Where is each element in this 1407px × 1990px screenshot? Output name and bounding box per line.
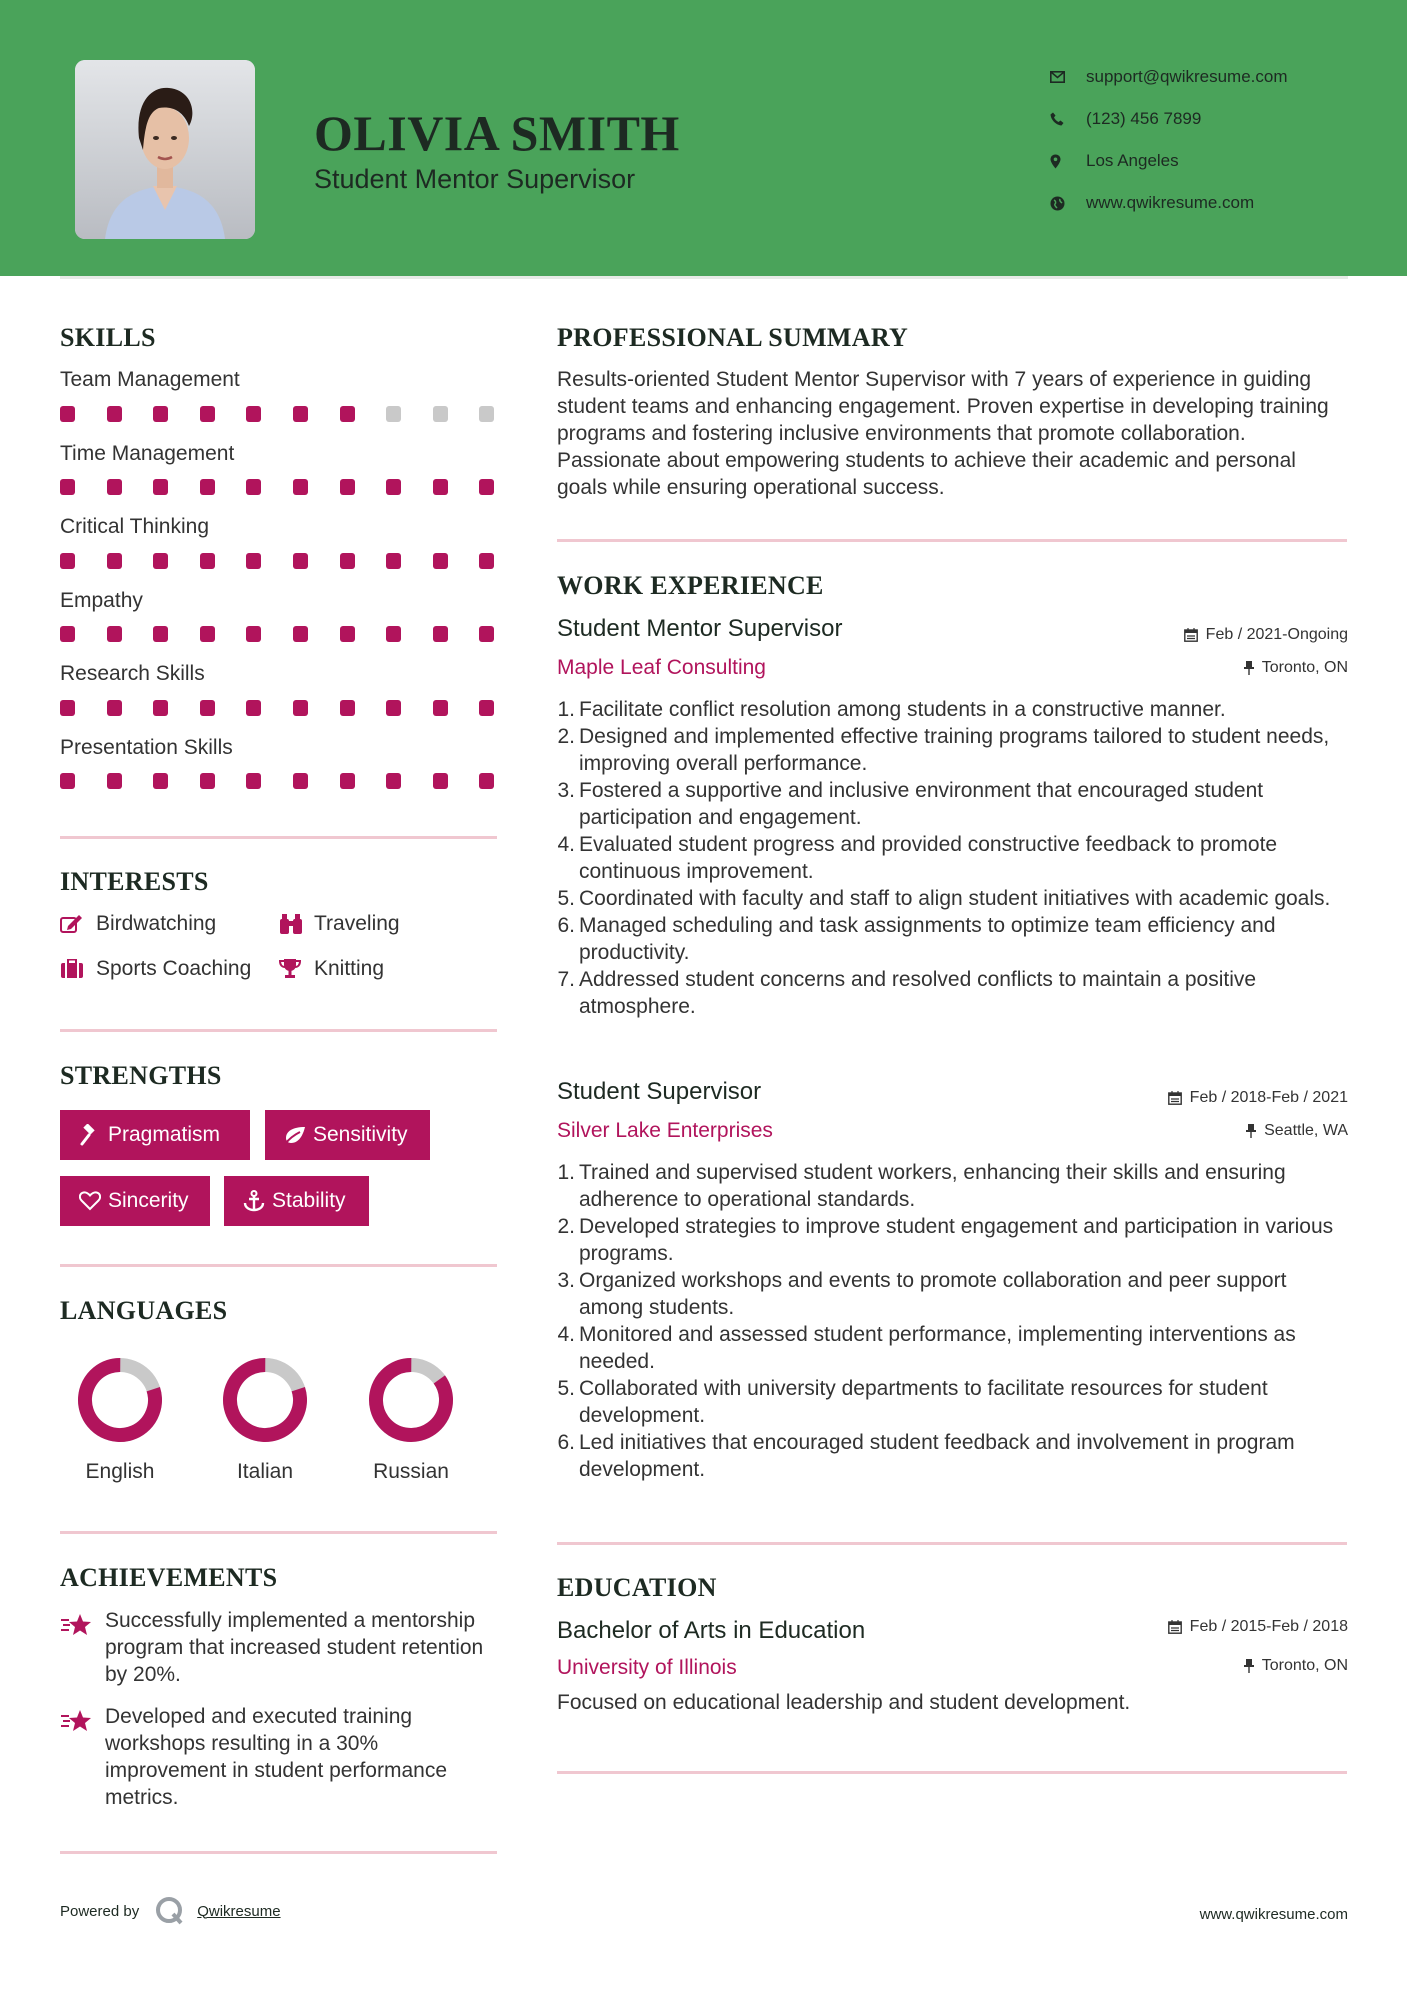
job-company: Maple Leaf Consulting xyxy=(557,656,766,679)
contact-website[interactable]: www.qwikresume.com xyxy=(1050,182,1288,224)
skill-dot xyxy=(60,700,75,716)
skill-dot xyxy=(200,553,215,569)
language-donut xyxy=(366,1355,456,1445)
skill-dot xyxy=(60,553,75,569)
achievement-item: Successfully implemented a mentorship program that increased student retention by 20%. xyxy=(60,1607,500,1688)
skill-dot xyxy=(200,773,215,789)
education-school: University of Illinois xyxy=(557,1656,737,1679)
skill-dot xyxy=(433,773,448,789)
achievements-heading: ACHIEVEMENTS xyxy=(60,1563,278,1592)
skill-dot xyxy=(293,700,308,716)
skill-dot xyxy=(246,700,261,716)
section-divider xyxy=(60,1264,497,1267)
star-icon xyxy=(60,1709,92,1738)
skill-dot xyxy=(479,626,494,642)
calendar-icon xyxy=(1168,1091,1182,1105)
skill-dot xyxy=(107,626,122,642)
skill-dot xyxy=(60,626,75,642)
skill-dot xyxy=(293,773,308,789)
skill-dot xyxy=(479,479,494,495)
globe-icon xyxy=(1050,196,1086,211)
language-donut-fill xyxy=(221,1356,309,1444)
skill-name: Empathy xyxy=(60,589,143,612)
envelope-icon xyxy=(1050,71,1086,83)
interest-item: Traveling xyxy=(278,912,400,936)
skill-dot xyxy=(479,553,494,569)
section-divider xyxy=(60,836,497,839)
skill-dot xyxy=(200,626,215,642)
skill-name: Critical Thinking xyxy=(60,515,209,538)
skill-dot xyxy=(107,773,122,789)
language-label: Russian xyxy=(373,1460,449,1483)
skill-dot xyxy=(153,553,168,569)
achievement-item: Developed and executed training workshops resulting in a 30% improvement in student performance metrics. xyxy=(60,1703,500,1811)
education-date: Feb / 2015-Feb / 2018 xyxy=(1168,1618,1348,1636)
trophy-icon xyxy=(278,958,314,980)
section-divider xyxy=(557,1771,1347,1774)
skill-dot xyxy=(153,406,168,422)
calendar-icon xyxy=(1168,1620,1182,1634)
skill-dot xyxy=(340,626,355,642)
gavel-icon xyxy=(72,1124,108,1146)
skill-dot xyxy=(479,700,494,716)
job-title: Student Supervisor xyxy=(557,1078,762,1105)
skill-dot xyxy=(60,406,75,422)
job-company: Silver Lake Enterprises xyxy=(557,1119,773,1142)
skill-dot xyxy=(153,626,168,642)
list-item: 4. Monitored and assessed student performance, implementing interventions as needed. xyxy=(557,1323,1296,1373)
anchor-icon xyxy=(236,1190,272,1212)
skill-dot xyxy=(386,700,401,716)
skill-dot xyxy=(200,406,215,422)
list-item: 6. Led initiatives that encouraged student feedback and involvement in program development. xyxy=(557,1431,1295,1481)
language-donut xyxy=(220,1355,310,1445)
skill-dot xyxy=(246,479,261,495)
candidate-title: Student Mentor Supervisor xyxy=(314,164,636,194)
skill-dot xyxy=(293,406,308,422)
candidate-name: OLIVIA SMITH xyxy=(314,105,680,161)
section-divider xyxy=(60,1029,497,1032)
language-donut-fill xyxy=(366,1355,456,1445)
briefcase-icon xyxy=(60,959,96,979)
skill-dot xyxy=(60,773,75,789)
list-item: 1. Facilitate conflict resolution among students in a constructive manner. xyxy=(557,698,1226,721)
skill-dot xyxy=(340,773,355,789)
pin-icon xyxy=(1244,1659,1254,1673)
qwikresume-logo-icon xyxy=(155,1896,185,1926)
strength-tag: Pragmatism xyxy=(60,1110,250,1160)
section-divider xyxy=(60,1531,497,1534)
skill-dot xyxy=(107,479,122,495)
contact-list xyxy=(1050,56,1288,224)
heart-icon xyxy=(72,1191,108,1211)
list-item: 2. Designed and implemented effective training programs tailored to student needs, improving overall performance. xyxy=(557,725,1330,775)
skill-dot xyxy=(433,406,448,422)
skill-rating xyxy=(60,700,500,716)
skill-dot xyxy=(246,406,261,422)
skill-rating xyxy=(60,553,500,569)
job-date: Feb / 2021-Ongoing xyxy=(1184,626,1348,644)
language-donut xyxy=(75,1355,165,1445)
skill-dot xyxy=(153,479,168,495)
job-bullets xyxy=(557,696,1347,1020)
strengths-heading: STRENGTHS xyxy=(60,1061,222,1090)
leaf-icon xyxy=(277,1125,313,1145)
skill-dot xyxy=(386,406,401,422)
skill-dot xyxy=(479,773,494,789)
skill-dot xyxy=(60,479,75,495)
pin-icon xyxy=(1246,1124,1256,1138)
summary-text: Results-oriented Student Mentor Supervisor with 7 years of experience in guiding student teams and enhancing engagement. Proven expertise in developing training programs and fostering inclusive environments that promote collaboration. Passionate about empowering students to achieve their academic and personal goals while ensuring operational success. xyxy=(557,368,1329,499)
strength-tag: Sincerity xyxy=(60,1176,210,1226)
interest-item: Knitting xyxy=(278,957,384,981)
skill-dot xyxy=(153,700,168,716)
skill-dot xyxy=(340,700,355,716)
interest-item: Birdwatching xyxy=(60,912,216,936)
skill-rating xyxy=(60,626,500,642)
profile-photo xyxy=(75,60,255,239)
interest-item: Sports Coaching xyxy=(60,957,251,981)
education-degree: Bachelor of Arts in Education xyxy=(557,1617,866,1644)
header-divider xyxy=(60,276,1348,279)
contact-email[interactable]: support@qwikresume.com xyxy=(1050,56,1288,98)
skill-dot xyxy=(386,773,401,789)
skill-dot xyxy=(246,626,261,642)
skill-dot xyxy=(340,553,355,569)
summary-heading: PROFESSIONAL SUMMARY xyxy=(557,323,909,352)
skill-name: Time Management xyxy=(60,442,235,465)
language-donut-fill xyxy=(76,1356,164,1444)
job-location: Toronto, ON xyxy=(1244,659,1348,677)
footer-powered-by: Powered by Qwikresume xyxy=(60,1896,281,1926)
skill-name: Presentation Skills xyxy=(60,736,233,759)
skill-dot xyxy=(246,773,261,789)
list-item: 6. Managed scheduling and task assignments to optimize team efficiency and productivity. xyxy=(557,914,1276,964)
skill-name: Research Skills xyxy=(60,662,205,685)
job-bullets xyxy=(557,1159,1347,1483)
job-date: Feb / 2018-Feb / 2021 xyxy=(1168,1089,1348,1107)
skill-dot xyxy=(340,479,355,495)
skill-dot xyxy=(433,626,448,642)
list-item: 2. Developed strategies to improve student engagement and participation in various programs. xyxy=(557,1215,1334,1265)
skill-dot xyxy=(107,406,122,422)
skill-dot xyxy=(200,479,215,495)
skill-dot xyxy=(153,773,168,789)
header-banner xyxy=(0,0,1407,276)
contact-phone[interactable]: (123) 456 7899 xyxy=(1050,98,1288,140)
skill-dot xyxy=(433,700,448,716)
skill-rating xyxy=(60,773,500,789)
skill-dot xyxy=(386,626,401,642)
list-item: 3. Fostered a supportive and inclusive environment that encouraged student participation and engagement. xyxy=(557,779,1264,829)
skills-heading: SKILLS xyxy=(60,323,156,352)
list-item: 5. Coordinated with faculty and staff to align student initiatives with academic goals. xyxy=(557,887,1331,910)
skill-dot xyxy=(293,553,308,569)
skill-dot xyxy=(433,553,448,569)
section-divider xyxy=(557,539,1347,542)
skill-dot xyxy=(479,406,494,422)
language-label: Italian xyxy=(236,1460,294,1483)
strength-tag: Stability xyxy=(224,1176,369,1226)
list-item: 3. Organized workshops and events to promote collaboration and peer support among students. xyxy=(557,1269,1287,1319)
star-icon xyxy=(60,1613,92,1642)
skill-dot xyxy=(386,479,401,495)
list-item: 1. Trained and supervised student workers, enhancing their skills and ensuring adherence to operational standards. xyxy=(557,1161,1286,1211)
section-divider xyxy=(557,1542,1347,1545)
interests-heading: INTERESTS xyxy=(60,867,209,896)
language-label: English xyxy=(85,1460,155,1483)
job-location: Seattle, WA xyxy=(1246,1122,1348,1140)
skill-dot xyxy=(107,700,122,716)
education-description: Focused on educational leadership and student development. xyxy=(557,1691,1131,1714)
skill-name: Team Management xyxy=(60,368,240,391)
skill-rating xyxy=(60,406,500,422)
skill-dot xyxy=(433,479,448,495)
education-location: Toronto, ON xyxy=(1244,1657,1348,1675)
job-title: Student Mentor Supervisor xyxy=(557,615,843,642)
list-item: 5. Collaborated with university departments to facilitate resources for student development. xyxy=(557,1377,1268,1427)
section-divider xyxy=(60,1851,497,1854)
binoculars-icon xyxy=(278,913,314,935)
languages-heading: LANGUAGES xyxy=(60,1296,228,1325)
footer-website[interactable]: www.qwikresume.com xyxy=(1199,1906,1348,1923)
qwikresume-link[interactable]: Qwikresume xyxy=(197,1902,281,1920)
calendar-icon xyxy=(1184,628,1198,642)
skill-dot xyxy=(293,626,308,642)
skill-dot xyxy=(200,700,215,716)
skill-dot xyxy=(340,406,355,422)
phone-icon xyxy=(1050,112,1086,126)
skill-dot xyxy=(293,479,308,495)
list-item: 4. Evaluated student progress and provided constructive feedback to promote continuous improvement. xyxy=(557,833,1278,883)
map-marker-icon xyxy=(1050,154,1086,169)
skill-dot xyxy=(386,553,401,569)
strength-tag: Sensitivity xyxy=(265,1110,430,1160)
contact-location: Los Angeles xyxy=(1050,140,1288,182)
education-heading: EDUCATION xyxy=(557,1573,717,1602)
skill-rating xyxy=(60,479,500,495)
experience-heading: WORK EXPERIENCE xyxy=(557,571,824,600)
skill-dot xyxy=(107,553,122,569)
skill-dot xyxy=(246,553,261,569)
pin-icon xyxy=(1244,661,1254,675)
list-item: 7. Addressed student concerns and resolved conflicts to maintain a positive atmosphere. xyxy=(557,968,1257,1018)
pencil-square-icon xyxy=(60,914,96,934)
